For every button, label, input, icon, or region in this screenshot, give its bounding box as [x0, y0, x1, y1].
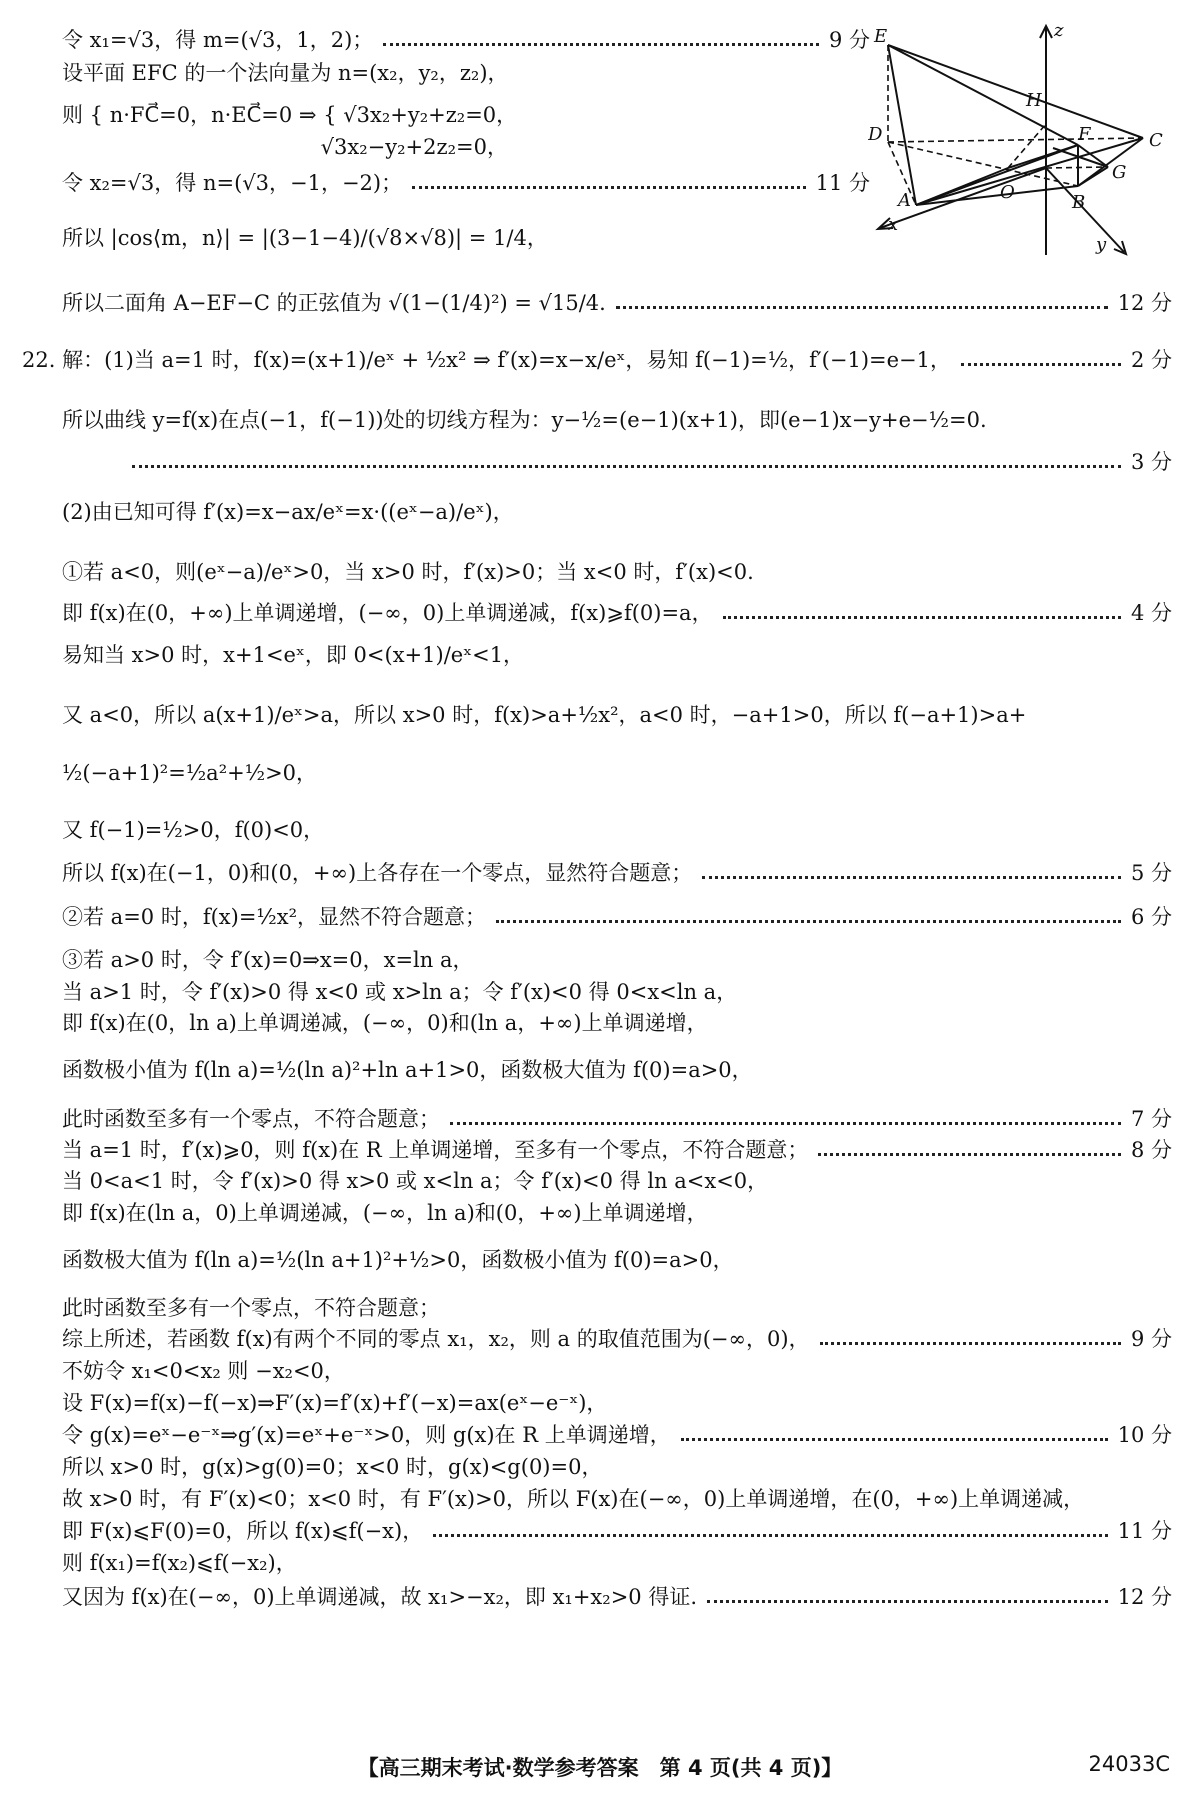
- label-O: O: [1000, 182, 1015, 203]
- leader-dots: [707, 1600, 1108, 1603]
- solution-line: ①若 a<0，则(eˣ−a)/eˣ>0，当 x>0 时，f′(x)>0；当 x<0 时，f′(x)<0.: [62, 560, 754, 584]
- solution-line: 令 g(x)=eˣ−e⁻ˣ⇒g′(x)=eˣ+e⁻ˣ>0，则 g(x)在 R 上单调递增， 10 分: [62, 1423, 1172, 1447]
- edge-EC-main: [888, 45, 1143, 138]
- solution-line: 此时函数至多有一个零点，不符合题意； 7 分: [62, 1107, 1172, 1131]
- leader-dots: [450, 1122, 1121, 1125]
- edge-GB: [1078, 167, 1108, 186]
- solution-line: 又 a<0，所以 a(x+1)/eˣ>a，所以 x>0 时，f(x)>a+½x²，a<0 时，−a+1>0，所以 f(−a+1)>a+: [62, 703, 1027, 727]
- solution-line: 即 F(x)⩽F(0)=0，所以 f(x)⩽f(−x)， 11 分: [62, 1519, 1172, 1543]
- edge-OG-dashed: [1046, 167, 1108, 168]
- solution-line: 设 F(x)=f(x)−f(−x)⇒F′(x)=f′(x)+f′(−x)=ax(eˣ−e⁻ˣ)，: [62, 1391, 608, 1415]
- geometry-figure: [868, 20, 1178, 270]
- solution-line: 不妨令 x₁<0<x₂ 则 −x₂<0，: [62, 1359, 345, 1383]
- solution-line: 所以 f(x)在(−1，0)和(0，+∞)上各存在一个零点，显然符合题意； 5 分: [62, 861, 1172, 885]
- leader-dots: [702, 876, 1121, 879]
- leader-dots: [616, 306, 1108, 309]
- leader-dots: [433, 1534, 1107, 1537]
- solution-line: ½(−a+1)²=½a²+½>0，: [62, 761, 318, 785]
- solution-line: 所以 |cos⟨m，n⟩| = |(3−1−4)/(√8×√8)| = 1/4，: [62, 226, 548, 250]
- solution-line: 当 0<a<1 时，令 f′(x)>0 得 x>0 或 x<ln a；令 f′(x)<0 得 ln a<x<0，: [62, 1169, 769, 1193]
- label-C: C: [1149, 130, 1163, 151]
- solution-line: 设平面 EFC 的一个法向量为 n=(x₂，y₂，z₂)，: [62, 61, 509, 85]
- solution-line: 则 f(x₁)=f(x₂)⩽f(−x₂)，: [62, 1551, 297, 1575]
- solution-line: 函数极小值为 f(ln a)=½(ln a)²+ln a+1>0，函数极大值为 f(0)=a>0，: [62, 1058, 753, 1082]
- label-y: y: [1096, 234, 1107, 255]
- solution-line: ②若 a=0 时，f(x)=½x²，显然不符合题意； 6 分: [62, 905, 1172, 929]
- label-A: A: [898, 190, 911, 211]
- label-D: D: [868, 124, 883, 145]
- solution-line: 即 f(x)在(0，ln a)上单调递减，(−∞，0)和(ln a，+∞)上单调递增，: [62, 1011, 708, 1035]
- label-F: F: [1078, 124, 1091, 145]
- solution-line: 令 x₁=√3，得 m=(√3，1，2)； 9 分: [62, 28, 870, 52]
- edge-AC: [916, 138, 1143, 205]
- label-G: G: [1112, 162, 1127, 183]
- leader-dots: [818, 1153, 1121, 1156]
- solution-line: 3 分: [122, 447, 1172, 477]
- solution-line: (2)由已知可得 f′(x)=x−ax/eˣ=x·((eˣ−a)/eˣ)，: [62, 500, 514, 524]
- solution-line: 函数极大值为 f(ln a)=½(ln a+1)²+½>0，函数极小值为 f(0)=a>0，: [62, 1248, 734, 1272]
- label-x: x: [888, 214, 899, 235]
- solution-line: 即 f(x)在(ln a，0)上单调递减，(−∞，ln a)和(0，+∞)上单调递增，: [62, 1201, 708, 1225]
- solution-line: 故 x>0 时，有 F′(x)<0；x<0 时，有 F′(x)>0，所以 F(x)在(−∞，0)上单调递增，在(0，+∞)上单调递减，: [62, 1487, 1085, 1511]
- leader-dots: [723, 616, 1121, 619]
- leader-dots: [412, 186, 805, 189]
- leader-dots: [961, 363, 1121, 366]
- leader-dots: [681, 1438, 1108, 1441]
- edge-EA-main: [888, 45, 916, 205]
- leader-dots: [383, 43, 819, 46]
- document-code: 24033C: [1088, 1752, 1170, 1776]
- solution-line: 此时函数至多有一个零点，不符合题意；: [62, 1296, 440, 1320]
- label-E: E: [874, 26, 888, 47]
- solution-line: 令 x₂=√3，得 n=(√3，−1，−2)； 11 分: [62, 171, 870, 195]
- solution-line: 所以 x>0 时，g(x)>g(0)=0；x<0 时，g(x)<g(0)=0，: [62, 1455, 603, 1479]
- solution-line: 则 { n·FC⃗=0，n·EC⃗=0 ⇒ { √3x₂+y₂+z₂=0，: [62, 103, 518, 127]
- leader-dots: [820, 1342, 1121, 1345]
- solution-line: 综上所述，若函数 f(x)有两个不同的零点 x₁，x₂，则 a 的取值范围为(−∞，0)， 9 分: [62, 1327, 1172, 1351]
- edge-DC-dashed: [888, 138, 1143, 142]
- solution-line: 易知当 x>0 时，x+1<eˣ，即 0<(x+1)/eˣ<1，: [62, 643, 525, 667]
- solution-line: 当 a=1 时，f′(x)⩾0，则 f(x)在 R 上单调递增，至多有一个零点，不符合题意； 8 分: [62, 1138, 1172, 1162]
- edge-EF: [888, 45, 1078, 145]
- solution-line: √3x₂−y₂+2z₂=0，: [62, 135, 508, 159]
- label-B: B: [1072, 192, 1086, 213]
- page-footer: 【高三期末考试·数学参考答案 第 4 页(共 4 页)】: [357, 1756, 843, 1780]
- solution-line: ③若 a>0 时，令 f′(x)=0⇒x=0，x=ln a，: [62, 948, 474, 972]
- solution-line: 即 f(x)在(0，+∞)上单调递增，(−∞，0)上单调递减，f(x)⩾f(0)=a， 4 分: [62, 601, 1172, 625]
- solution-line: 所以二面角 A−EF−C 的正弦值为 √(1−(1/4)²) = √15/4. 12 分: [62, 291, 1172, 315]
- label-H: H: [1026, 90, 1042, 111]
- solution-line: 又因为 f(x)在(−∞，0)上单调递减，故 x₁>−x₂，即 x₁+x₂>0 得证. 12 分: [62, 1585, 1172, 1609]
- solution-line: 当 a>1 时，令 f′(x)>0 得 x<0 或 x>ln a；令 f′(x)<0 得 0<x<ln a，: [62, 980, 738, 1004]
- leader-dots: [132, 465, 1121, 468]
- solution-line: 又 f(−1)=½>0，f(0)<0，: [62, 818, 325, 842]
- leader-dots: [496, 920, 1121, 923]
- problem-22-heading-line: 22. 解：(1)当 a=1 时，f(x)=(x+1)/eˣ + ½x² ⇒ f′(x)=x−x/eˣ，易知 f(−1)=½，f′(−1)=e−1， 2 分: [22, 348, 1172, 372]
- solution-line: 所以曲线 y=f(x)在点(−1，f(−1))处的切线方程为：y−½=(e−1)(x+1)，即(e−1)x−y+e−½=0.: [62, 408, 987, 432]
- label-z: z: [1054, 20, 1064, 41]
